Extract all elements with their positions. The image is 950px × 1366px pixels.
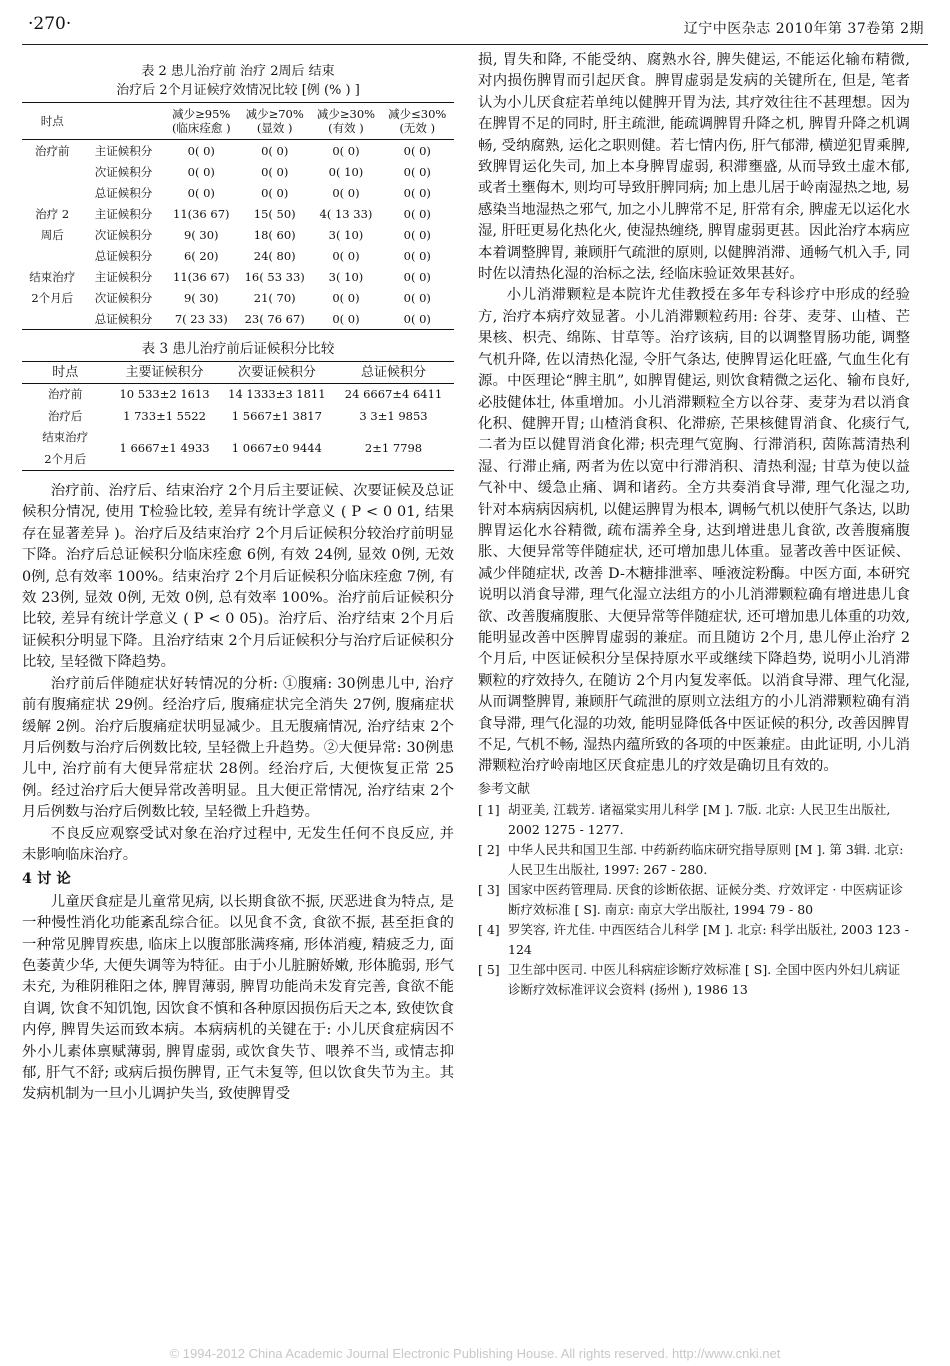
right-paragraph-2: 小儿消滞颗粒是本院许尤佳教授在多年专科诊疗中形成的经验方, 治疗本病疗效显著。小儿消滞颗粒药用: 谷芽、麦芽、山楂、芒果核、枳壳、绵陈、甘草等。治疗该病, 目的以调整胃肠功能, 调整气机升降, 佐以清热化湿, 令肝气条达, 使脾胃运化旺盛, 气血生化有源。中医理论“脾主肌”, 如脾胃健运, 则饮食精微之运化、输布良好, 必肢健体壮, 体重增加。小儿消滞颗粒全方以谷芽、麦芽为君以消食化积、健脾开胃; 山楂消食积、化滞瘀, 芒果核健胃消食、化痰行气, 二者为臣以健胃消食化滞; 枳壳理气宽胸、行滞消积, 茵陈蒿清热利湿、行滞止痛, 两者为佐以宽中行滞消积、清热利湿; 甘草为使以益气补中、缓急止痛、调和诸药。全方共奏消食导滞, 理气化湿之功, 针对本病病因病机, 以健运脾胃为根本, 调畅气机以使肝气条达, 以助脾胃运化水谷精微, 疏布濡养全身, 达到增进患儿食欲, 改善腹痛腹胀、大便异常等伴随症状, 还可增加患儿体重。显著改善中医证候、减少伴随症状, 改善 D-木糖排泄率、唾液淀粉酶。中医方面, 本研究说明以消食导滞, 理气化湿立法组方的小儿消滞颗粒确有增进患儿食欲、改善腹痛腹胀、大便异常等伴随症状, 还可增加患儿体重的功效, 能明显改善中医脾胃虚弱的兼症。而且随访 2个月, 患儿停止治疗 2个月后, 中医证候积分呈保持原水平或继续下降趋势, 说明小儿消滞颗粒的疗效持久, 在随访 2个月内复发率低。以消食导滞、理气化湿, 从而调整脾胃, 兼顾肝气疏泄的原则立法组方的小儿消滞颗粒确有消食导滞, 理气化湿的功效, 能明显降低各中医证候的积分, 改善因脾胃不足, 气机不畅, 湿热内蕴所致的各项的中医兼症。由此证明, 小儿消滞颗粒治疗岭南地区厌食症患儿的疗效是确切且有效的。	[478, 287, 910, 775]
t3-col-sub: 次要证候积分	[221, 362, 333, 384]
reference-item: [ 5] 卫生部中医司. 中医儿科病症诊断疗效标准 [ S]. 全国中医内外妇儿病证诊断疗效标准评议会资料 (扬州 ), 1986 13	[478, 961, 901, 997]
table3-row: 结束治疗 2个月后 1 6667±1 4933 1 0667±0 9444 2±1 7798	[22, 427, 454, 470]
right-column	[478, 50, 910, 1000]
references-heading: 参考文献	[478, 781, 531, 797]
results-paragraph: 治疗前、治疗后、结束治疗 2个月后主要证候、次要证候及总证候积分情况, 使用 T检验比较, 差异有统计学意义 ( P < 0 01, 结果存在显著差异 )。治疗后及结束治疗 2个月后证候积分较治疗前明显下降。治疗后总证候积分临床痊愈 6例, 有效 24例, 显效 0例, 无效 0例, 总有效率 100%。结束治疗 2个月后证候积分临床痊愈 7例, 有效 23例, 显效 0例, 无效 0例, 总有效率 100%。治疗前后证候积分比较, 差异有统计学意义 ( P < 0 05)。治疗后、治疗结束 2个月后证候积分明显下降。且治疗结束 2个月后证候积分与治疗后证候积分比较, 呈轻微下降趋势。	[22, 483, 454, 671]
t2-col-time: 时点	[22, 103, 82, 140]
t2-col-r1: 减少≥95% (临床痊愈 )	[165, 103, 238, 140]
journal-header: 辽宁中医杂志 2010年第 37卷第 2期	[683, 21, 924, 37]
t3-col-total: 总证候积分	[333, 362, 454, 384]
discussion-heading: 4 讨 论	[22, 870, 71, 888]
header-rule	[22, 44, 928, 45]
discussion-paragraph: 儿童厌食症是儿童常见病, 以长期食欲不振, 厌恶进食为特点, 是一种慢性消化功能紊乱综合征。以见食不贪, 食欲不振, 甚至拒食的一种常见脾胃疾患, 临床上以腹部胀满疼痛, 形体消瘦, 精疲乏力, 面色萎黄少华, 大便失调等为特征。由于小儿脏腑娇嫩, 形体脆弱, 形气未充, 为稚阴稚阳之体, 脾胃薄弱, 脾胃功能尚未发育完善, 食欲不能自调, 饮食不知饥饱, 因饮食不慎和各种原因损伤后天之本, 致使饮食内停, 脾胃失运而致本病。本病病机的关键在于: 小儿厌食症病因不外小儿素体禀赋薄弱, 脾胃虚弱, 或饮食失节、喂养不当, 或情志抑郁, 肝气不舒; 或病后损伤脾胃, 正气未复等, 但以饮食失节为主。其发病机制为一旦小儿调护失当, 致使脾胃受	[22, 893, 454, 1103]
table2-row: 治疗前 主证候积分 0( 0) 0( 0) 0( 0) 0( 0)	[34, 143, 431, 158]
copyright-footer: © 1994-2012 China Academic Journal Electronic Publishing House. All rights reserved. http://www.cnki.net	[169, 1346, 781, 1361]
table2-row: 周后 次证候积分 9( 30) 18( 60) 3( 10) 0( 0)	[40, 227, 431, 242]
table3-row: 治疗前 10 533±2 1613 14 1333±3 1811 24 6667±4 6411	[47, 387, 443, 402]
t2-col-r3: 减少≥30% (有效 )	[311, 103, 380, 140]
t2-col-r2: 减少≥70% (显效 )	[238, 103, 311, 140]
right-paragraph-1: 损, 胃失和降, 不能受纳、腐熟水谷, 脾失健运, 不能运化输布精微, 对内损伤脾胃而引起厌食。脾胃虚弱是发病的关键所在, 但是, 笔者认为小儿厌食症若单纯以健脾开胃为法, 其疗效往往不甚理想。因为在脾胃不足的同时, 肝主疏泄, 能疏调脾胃升降之机, 脾胃升降之机调畅, 受纳腐熟, 运化之职则健。若七情内伤, 肝气郁滞, 横逆犯胃乘脾, 致脾胃运化失司, 加上本身脾胃虚弱, 积滞壅盛, 从而导致土虚木郁, 或者土壅侮木, 则均可导致肝脾同病; 加上患儿居于岭南湿热之地, 易感染当地湿热之邪气, 加之小儿脾常不足, 肝常有余, 脾虚无以运化水湿, 肝旺更易化热化火, 使湿热缠绕, 脾胃虚弱更甚。因此治疗本病应本着调整脾胃, 兼顾肝气疏泄的原则, 以健脾消滞、通畅气机入手, 同时佐以清热化湿的治标之法, 经临床验证效果甚好。	[478, 52, 910, 283]
table3-row: 治疗后 1 733±1 5522 1 5667±1 3817 3 3±1 9853	[47, 408, 428, 423]
table2	[22, 102, 454, 330]
t3-col-time: 时点	[22, 362, 108, 384]
table2-caption: 表 2 患儿治疗前 治疗 2周后 结束 治疗后 2个月证候疗效情况比较 [例 (% ) ]	[116, 64, 360, 98]
table3-caption: 表 3 患儿治疗前后证候积分比较	[141, 341, 335, 357]
reference-item: [ 3] 国家中医药管理局. 厌食的诊断依据、证候分类、疗效评定 · 中医病证诊断疗效标准 [ S]. 南京: 南京大学出版社, 1994 79 - 80	[478, 881, 903, 917]
reference-item: [ 2] 中华人民共和国卫生部. 中药新药临床研究指导原则 [M ]. 第 3辑. 北京: 人民卫生出版社, 1997: 267 - 280.	[478, 841, 904, 877]
table2-row: 2个月后 次证候积分 9( 30) 21( 70) 0( 0) 0( 0)	[31, 290, 431, 305]
table2-row: 总证候积分 0( 0) 0( 0) 0( 0) 0( 0)	[94, 185, 431, 200]
page-number: ·270·	[28, 14, 72, 34]
reference-item: [ 4] 罗笑容, 许尤佳. 中西医结合儿科学 [M ]. 北京: 科学出版社, 2003 123 - 124	[478, 921, 909, 957]
t2-col-r4: 减少≤30% (无效 )	[381, 103, 454, 140]
table2-row: 次证候积分 0( 0) 0( 0) 0( 10) 0( 0)	[94, 164, 431, 179]
table3	[22, 361, 454, 471]
table2-row: 治疗 2 主证候积分 11(36 67) 15( 50) 4( 13 33) 0( 0)	[35, 206, 431, 221]
t3-col-main: 主要证候积分	[108, 362, 220, 384]
table2-row: 总证候积分 7( 23 33) 23( 76 67) 0( 0) 0( 0)	[22, 308, 454, 330]
adverse-paragraph: 不良反应观察受试对象在治疗过程中, 无发生任何不良反应, 并未影响临床治疗。	[22, 825, 454, 863]
table2-row: 总证候积分 6( 20) 24( 80) 0( 0) 0( 0)	[94, 248, 431, 263]
table2-row: 结束治疗 主证候积分 11(36 67) 16( 53 33) 3( 10) 0( 0)	[29, 269, 431, 284]
symptoms-paragraph: 治疗前后伴随症状好转情况的分析: ①腹痛: 30例患儿中, 治疗前有腹痛症状 29例。经治疗后, 腹痛症状完全消失 27例, 腹痛症状缓解 2例。治疗后腹痛症状明显减少。且无腹痛情况, 治疗结束 2个月后例数与治疗后例数比较, 呈轻微上升趋势。②大便异常: 30例患儿中, 治疗前有大便异常症状 28例。经治疗后, 大便恢复正常 25例。经过治疗后大便异常改善明显。且大便正常情况, 治疗结束 2个月后例数与治疗后例数比较, 呈轻微上升趋势。	[22, 675, 454, 821]
reference-item: [ 1] 胡亚美, 江载芳. 诸福棠实用儿科学 [M ]. 7版. 北京: 人民卫生出版社, 2002 1275 - 1277.	[478, 801, 891, 837]
references-list	[478, 800, 910, 1000]
left-column	[22, 50, 454, 1106]
